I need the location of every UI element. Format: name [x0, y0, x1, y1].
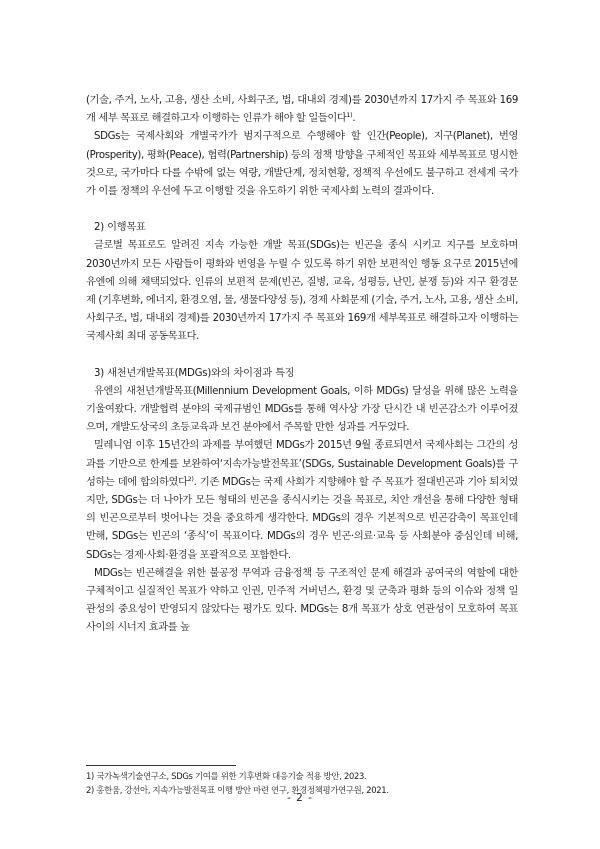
document-body [86, 92, 518, 638]
paragraph: 유엔의 새천년개발목표(Millennium Development Goals, 이하 MDGs) 달성을 위해 많은 노력을 기울여왔다. 개발협력 분야의 국제규범인 MDGs를 통해 역사상 가장 단시간 내 빈곤감소가 이루어졌으며, 개발도상국의 초등교육과 보건 분야에서 주목할 만한 성과를 거두었다. [86, 385, 518, 434]
paragraph: SDGs는 국제사회와 개별국가가 범지구적으로 수행해야 할 인간(People), 지구(Planet), 번영(Prosperity), 평화(Peace), 협력(Partnership) 등의 정책 방향을 구체적인 목표와 세부목표로 명시한 것으로, 국가마다 다를 수밖에 없는 역량, 개발단계, 정치현황, 정책적 우선에도 불구하고 전세계 국가가 이를 정책의 우선에 두고 이행할 것을 유도하기 위한 국제사회 노력의 결과이다. [86, 131, 518, 198]
footnote: 2) 홍한움, 강선아, 지속가능발전목표 이행 방안 마련 연구, 환경정책평가연구원, 2021. [86, 785, 389, 795]
section-heading: 3) 새천년개발목표(MDGs)와의 차이점과 특징 [94, 367, 295, 379]
section-heading: 2) 이행목표 [94, 222, 146, 234]
footnote-ref[interactable]: 2) [187, 474, 194, 483]
footnote: 1) 국가녹색기술연구소, SDGs 기여를 위한 기후변화 대응기술 적용 방안, 2023. [86, 771, 367, 781]
footnote-ref[interactable]: 1) [346, 111, 353, 120]
paragraph: 글로벌 목표로도 알려진 지속 가능한 개발 목표(SDGs)는 빈곤을 종식 시키고 지구를 보호하며 2030년까지 모든 사람들이 평화와 번영을 누릴 수 있도록 하기 위한 보편적인 행동 요구로 2015년에 유엔에 의해 채택되었다. 인류의 보편적 문제(빈곤, 질병, 교육, 성평등, 난민, 분쟁 등)와 지구 환경문제 (기후변화, 에너지, 환경오염, 물, 생물다양성 등), 경제 사회문제 (기술, 주거, 노사, 고용, 생산 소비, 사회구조, 법, 대내외 경제)를 2030년까지 17가지 주 목표와 169개 세부목표로 해결하고자 이행하는 국제사회 최대 공동목표다. [86, 240, 518, 343]
paragraph: 밀레니엄 이후 15년간의 과제를 부여했던 MDGs가 2015년 9월 종료되면서 국제사회는 그간의 성과를 기반으로 한계를 보완하여‘지속가능발전목표’(SDGs, Sustainable Development Goals)를 구성하는 데에 합의하였다$^{2)}$. 기존 MDGs는 국제 사회가 지향해야 할 주 목표가 절대빈곤과 기아 퇴치였지만, SDGs는 더 나아가 모든 형태의 빈곤을 종식시키는 것을 목표로, 치안 개선을 통해 다양한 형태의 빈곤으로부터 벗어나는 것을 중요하게 생각한다. MDGs의 경우 기본적으로 빈곤감축이 목표인데 반해, SDGs는 빈곤의 ‘종식’이 목표이다. MDGs의 경우 빈곤·의료·교육 등 사회분야 중심인데 비해, SDGs는 경제·사회·환경을 포괄적으로 포함한다. [86, 440, 518, 561]
paragraph: MDGs는 빈곤해결을 위한 불공정 무역과 금융정책 등 구조적인 문제 해결과 공여국의 역할에 대한 구체적이고 실질적인 목표가 약하고 인권, 민주적 거버넌스, 환경 및 군축과 평화 등의 이슈와 정책 일관성의 중요성이 반영되지 않았다는 평가도 있다. MDGs는 8개 목표가 상호 연관성이 모호하여 목표 사이의 시너지 효과를 높 [86, 567, 518, 634]
page-number: - 2 - [287, 792, 313, 804]
footnote-divider [86, 765, 236, 766]
paragraph: (기술, 주거, 노사, 고용, 생산 소비, 사회구조, 법, 대내외 경제)를 2030년까지 17가지 주 목표와 169개 세부 목표로 해결하고자 이행하는 인류가 해야 할 일들이다$^{1)}$. [86, 95, 518, 125]
